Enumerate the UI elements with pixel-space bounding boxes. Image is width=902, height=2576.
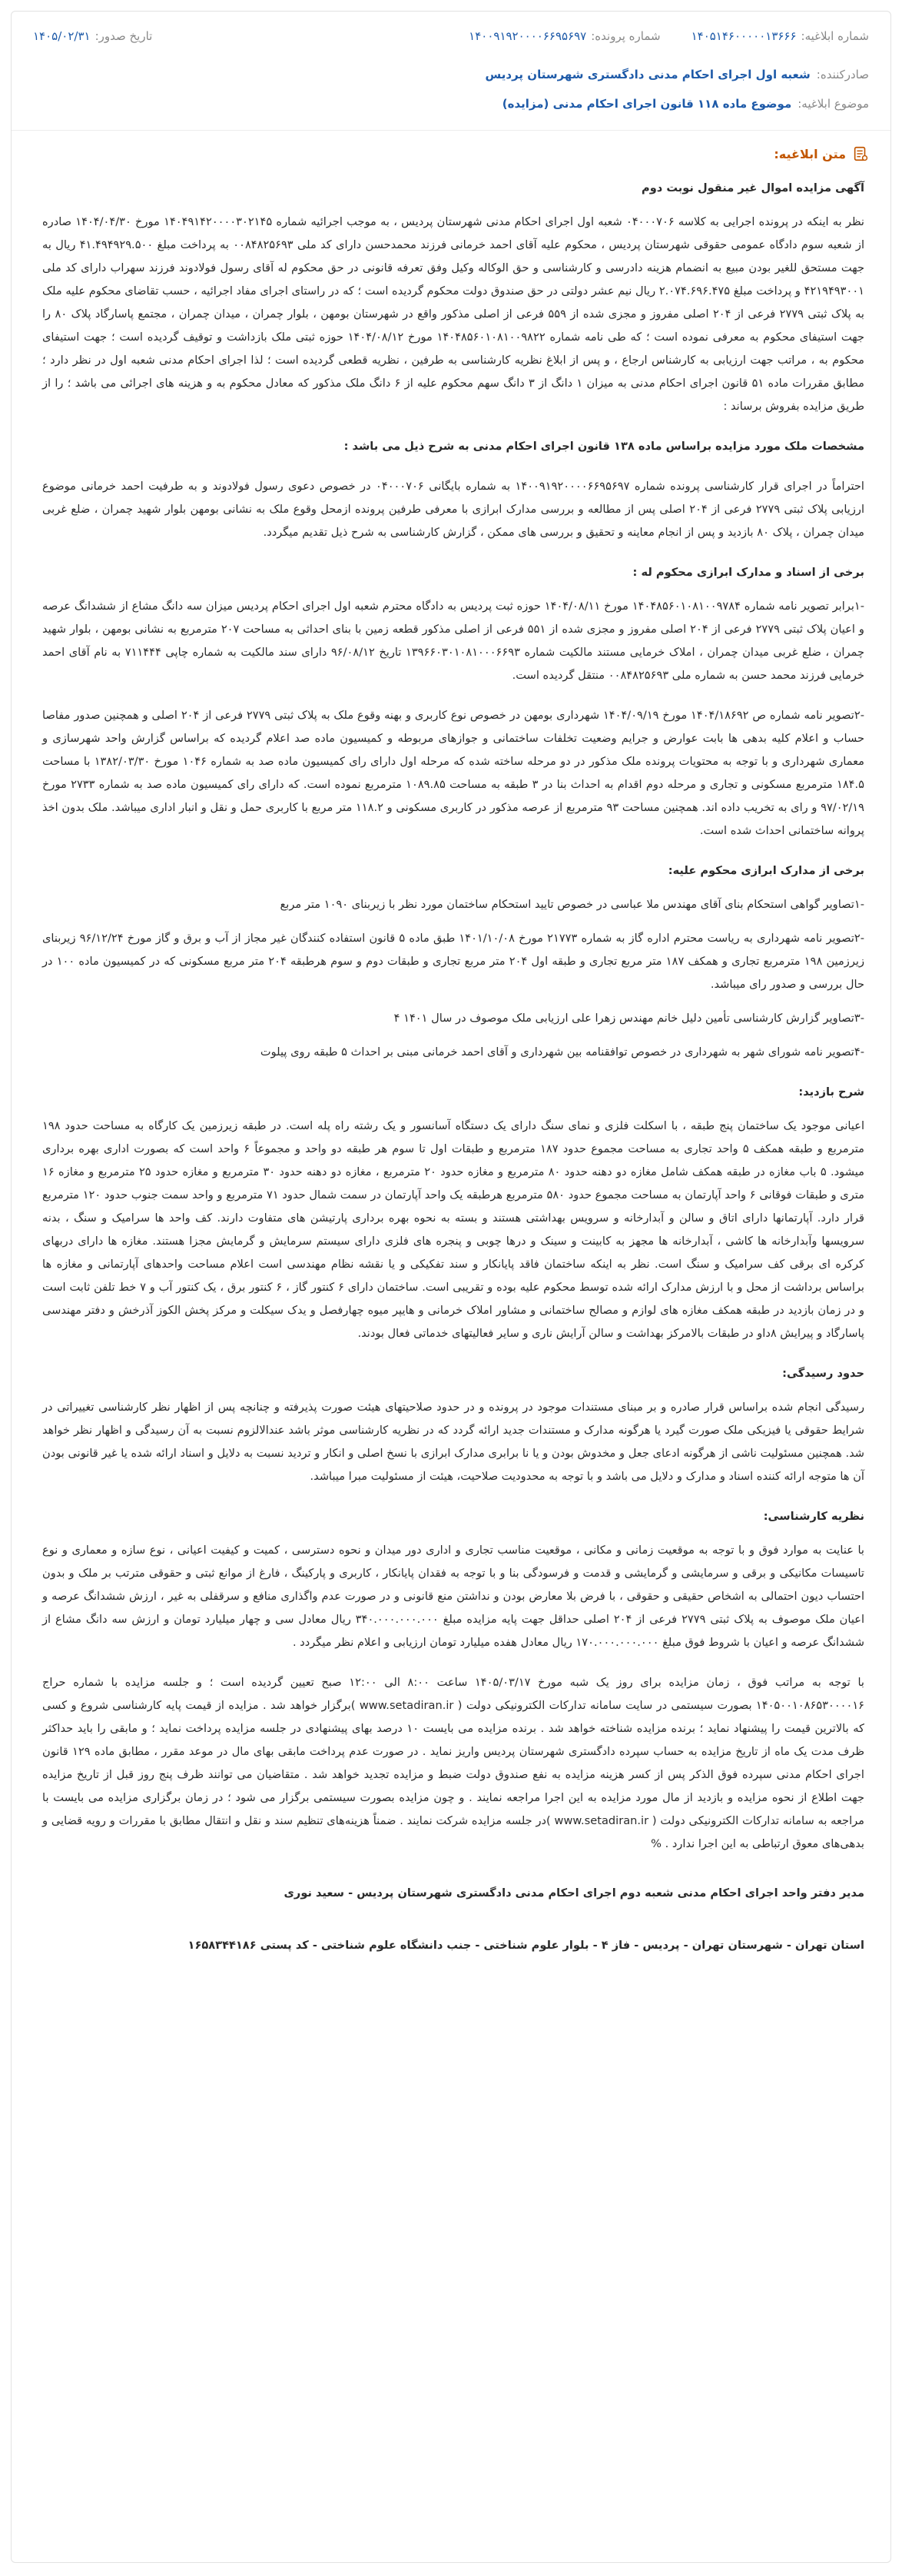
issuer-value: شعبه اول اجرای احکام مدنی دادگستری شهرستان پردیس bbox=[485, 68, 811, 81]
document-icon bbox=[852, 145, 869, 162]
notice-body bbox=[12, 177, 890, 1957]
notice-number-value: ۱۴۰۵۱۴۶۰۰۰۰۰۱۳۶۶۶ bbox=[691, 29, 797, 43]
signature-line: مدیر دفتر واحد اجرای احکام مدنی شعبه دوم اجرای احکام مدنی دادگستری شهرستان پردیس - سعید نوری bbox=[284, 1886, 864, 1900]
heading-claimant-docs: برخی از اسناد و مدارک ابرازی محکوم له : bbox=[632, 566, 864, 579]
address-line: استان تهران - شهرستان تهران - پردیس - فاز ۴ - بلوار علوم شناختی - جنب دانشگاه علوم شناختی - کد پستی ۱۶۵۸۳۴۴۱۸۶ bbox=[187, 1939, 864, 1952]
auction-terms-part-3: )در جلسه مزایده شرکت نمایند . ضمناً هزینه‌های تنظیم سند و نقل و انتقال مطابق با مقررات و رویه قضایی و بدهی‌های معوق ارتباطی به این اجرا ندارد . % bbox=[42, 1814, 864, 1850]
auction-terms-part-1: با توجه به مراتب فوق ، زمان مزایده برای روز یک شبه مورخ ۱۴۰۵/۰۳/۱۷ ساعت ۸:۰۰ الی ۱۲:۰۰ صبح تعیین گردیده است ؛ و جلسه مزایده با شماره حراج ۱۴۰۵۰۰۱۰۸۶۵۳۰۰۰۰۱۶ بصورت سیستمی در سایت سامانه تدارکات الکترونیکی دولت ( bbox=[42, 1676, 865, 1712]
notice-card bbox=[11, 11, 891, 2563]
meta-row-subject bbox=[33, 88, 869, 119]
paragraph-intro: نظر به اینکه در پرونده اجرایی به کلاسه ۰۴۰۰۰۷۰۶ شعبه اول اجرای احکام مدنی شهرستان پردیس ، به موجب اجرائیه شماره ۱۴۰۴۹۱۴۲۰۰۰۰۳۰۲۱۴۵ مورخ ۱۴۰۴/۰۴/۳۰ صادره از شعبه سوم دادگاه عمومی حقوقی شهرستان پردیس ، محکوم علیه آقای احمد خرمانی فرزند محمدحسن دارای کد ملی ۰۰۸۴۸۲۵۶۹۳ به پرداخت مبلغ ۴۱.۴۹۴۹۲۹.۵۰۰ ریال به جهت مستحق للغیر بودن مبیع به انضمام هزینه دادرسی و کارشناسی و حق الوکاله وکیل وفق تعرفه قانونی در حق محکوم له آقای رسول فولادوند فرزند سهراب دارای کد ملی ۴۲۱۹۴۹۳۰۰۱ و پرداخت مبلغ ۲.۰۷۴.۶۹۶.۴۷۵ ریال نیم عشر دولتی در حق صندوق دولت محکوم گردیده است ؛ که در راستای اجرای مفاد اجرائیه ، حسب تقاضای محکوم علیه ملک به پلاک ثبتی ۲۷۷۹ فرعی از ۲۰۴ اصلی مفروز و مجزی شده از ۵۵۹ فرعی از اصلی مذکور واقع در شهرستان بومهن ، بلوار چمران ، میدان چمران ، مجتمع پاسارگاد پلاک ۸۰ را جهت استیفای محکوم به معرفی نموده است ؛ که طی نامه شماره ۱۴۰۴۸۵۶۰۱۰۸۱۰۰۹۸۲۲ مورخ ۱۴۰۴/۰۸/۱۲ حوزه ثبتی ملک بازداشت و توقیف گردیده است ؛ جهت استیفای محکوم به ، مراتب جهت ارزیابی به کارشناس ارجاع ، و پس از ابلاغ نظریه کارشناسی به طرفین ، نظریه قطعی گردیده است ؛ لذا اجرای احکام مدنی شعبه اول در نظر دارد ؛ مطابق مقررات ماده ۵۱ قانون اجرای احکام مدنی به میزان ۱ دانگ از ۳ دانگ سهم محکوم علیه از ۶ دانگ ملک مذکور که معادل محکوم به و هزینه های اجرائی می باشد ؛ را از طریق مزایده بفروش برساند : bbox=[42, 215, 864, 413]
issue-date-label: تاریخ صدور: bbox=[95, 29, 153, 43]
paragraph-claimant-doc-1: -۱برابر تصویر نامه شماره ۱۴۰۴۸۵۶۰۱۰۸۱۰۰۹۷۸۴ مورخ ۱۴۰۴/۰۸/۱۱ حوزه ثبت پردیس به دادگاه محترم شعبه اول اجرای احکام پردیس میزان سه دانگ مشاع از ششدانگ عرصه و اعیان پلاک ثبتی ۲۷۷۹ فرعی از ۲۰۴ اصلی مفروز و مجزی شده از ۵۵۱ فرعی از اصلی مذکور قطعه زمین با بنای احداثی به مساحت ۲۰۷ مترمربع به نشانی بومهن ، بلوار شهید چمران ، ضلع غربی میدان چمران ، املاک خرمایی مستند مالکیت شماره ۱۳۹۶۶۰۳۰۱۰۸۱۰۰۰۶۶۹۳ تاریخ ۹۶/۰۸/۱۲ دارای سند مالکیت به شماره چاپی ۷۱۱۴۴۴ به نام آقای احمد خرمایی فرزند محمد حسن به شماره ملی ۰۰۸۴۸۲۵۶۹۳ منتقل گردیده است. bbox=[42, 600, 865, 682]
meta-row-identifiers bbox=[33, 12, 869, 61]
meta-row-issuer bbox=[33, 61, 869, 88]
paragraph-claimant-doc-2: -۲تصویر نامه شماره ص ۱۴۰۴/۱۸۶۹۲ مورخ ۱۴۰۴/۰۹/۱۹ شهرداری بومهن در خصوص نوع کاربری و بهنه وقوع ملک به پلاک ثبتی ۲۷۷۹ فرعی از ۲۰۴ اصلی و همچنین صدور مفاصا حساب و اعلام کلیه بدهی ها بابت عوارض و جرایم وضعیت تخلفات ساختمانی و جوازهای مربوطه و کمیسیون ماده صد اعلام گردیده که براساس گزارش واحد شهرسازی و معماری شهرداری و با توجه به محتویات پرونده ملک مذکور در دو مرحله ساخته شده که مرحله اول دارای رای کمیسیون ماده صد به شماره ۱۰۴۶ مورخ ۱۳۸۲/۰۳/۳۰ با مساحت ۱۸۴.۵ مترمربع مسکونی و تجاری و مرحله دوم اقدام به احداث بنا در ۳ طبقه به مساحت ۱۰۸۹.۸۵ مترمربع نموده است. که دارای رای کمیسیون ماده صد به شماره ۲۷۳۳ مورخ ۹۷/۰۲/۱۹ و رای به تخریب داده اند. همچنین مساحت ۹۳ مترمربع از عرصه مذکور در کاربری مسکونی و ۱۱۸.۲ متر مربع با کاربری حمل و نقل و انبار اداری میباشد. ملک بدون اخذ پروانه ساختمانی احداث شده است. bbox=[42, 709, 865, 837]
paragraph-expert-opinion: با عنایت به موارد فوق و با توجه به موقعیت زمانی و مکانی ، موقعیت مناسب تجاری و اداری دور میدان و نحوه دسترسی ، کمیت و کیفیت اعیانی ، نوع سازه و معماری و نوع تاسیسات مکانیکی و برقی و سرمایشی و گرمایشی و قدمت و فرسودگی بنا و با توجه به فقدان پایانکار ، کاربری و پارکینگ ، فارغ از موانع ثبتی و حقوقی مترتب بر ملک و بدون احتساب دیون احتمالی به اشخاص حقیقی و حقوقی ، با فرض بلا معارض بودن و نداشتن منع قانونی و در صورت عدم واگذاری منافع و سرقفلی به غیر ، ارزش ششدانگ عرصه و اعیان ملک موصوف به پلاک ثبتی ۲۷۷۹ فرعی از ۲۰۴ اصلی حداقل جهت پایه مزایده مبلغ ۳۴۰.۰۰۰.۰۰۰.۰۰۰ ریال معادل سی و چهار میلیارد تومان و ارزش سه دانگ مشاع از ششدانگ عرصه و اعیان با شروط فوق مبلغ ۱۷۰.۰۰۰.۰۰۰.۰۰۰ ریال معادل هفده میلیارد تومان ارزیابی و اعلام نظر میگردد . bbox=[42, 1544, 865, 1649]
notice-text-heading bbox=[12, 131, 890, 177]
setadiran-link-1[interactable]: www.setadiran.ir bbox=[359, 1699, 454, 1712]
notice-number-label: شماره ابلاغیه: bbox=[801, 29, 869, 43]
paragraph-debtor-doc-4: -۴تصویر نامه شورای شهر به شهرداری در خصوص توافقنامه بین شهرداری و آقای احمد خرمانی مبنی بر احداث ۵ طبقه روی پیلوت bbox=[260, 1045, 864, 1059]
subject-value: موضوع ماده ۱۱۸ قانون اجرای احکام مدنی (مزایده) bbox=[502, 97, 792, 111]
paragraph-property-spec-heading: مشخصات ملک مورد مزایده براساس ماده ۱۳۸ قانون اجرای احکام مدنی به شرح ذیل می باشد : bbox=[343, 440, 864, 453]
notice-text-title: متن ابلاغیه: bbox=[774, 146, 846, 161]
notice-number bbox=[691, 29, 869, 43]
paragraph-inspection: اعیانی موجود یک ساختمان پنج طبقه ، با اسکلت فلزی و نمای سنگ دارای یک دستگاه آسانسور و یک رشته راه پله است. در طبقه زیرزمین یک کارگاه به مساحت حدود ۱۹۸ مترمربع و طبقه همکف ۵ واحد تجاری به مساحت مجموع حدود ۱۸۷ مترمربع و طبقات اول تا سوم هر طبقه دو واحد و مجموعاً ۶ واحد است که بصورت اداری بهره برداری میشود. ۵ باب مغازه در طبقه همکف شامل مغازه دو دهنه حدود ۸۰ مترمربع و مغازه حدود ۲۰ مترمربع ، مغازه دو دهنه حدود ۳۰ مترمربع و مغازه حدود ۲۵ مترمربع و مغازه ۱۶ متری و طبقات فوقانی ۶ واحد آپارتمان به مساحت مجموع حدود ۵۸۰ مترمربع هرطبقه یک واحد آپارتمان در سمت شمال حدود ۷۱ مترمربع و واحد سمت جنوب حدود ۱۲۰ مترمربع قرار دارد. آپارتمانها دارای اتاق و سالن و آبدارخانه و سرویس بهداشتی هستند و بسته به نحوه بهره برداری پارتیشن های متفاوت دارند. کف واحد ها سرامیک و سنگ ، بدنه سرویسها وآبدارخانه ها کاشی ، آبدارخانه ها مجهز به کابینت و سینک و درها چوبی و پنجره های فلزی دارای سیستم سرمایش و گرمایش مجزا هستند. مغازه ها دارای دربهای کرکره ای برقی کف سرامیک و سنگ است. نظر به اینکه ساختمان فاقد پایانکار و سند تفکیکی و یا نقشه نظام مهندسی است اعلام مساحت واحدهای آپارتمانی و مغازه ها براساس برداشت از محل و با ارزش مدارک ارائه شده توسط محکوم علیه بوده و تقریبی است. ساختمان دارای ۶ کنتور گاز ، ۶ کنتور برق ، یک کنتور آب و ۷ خط تلفن ثابت است و در زمان بازدید در طبقه همکف مغازه های لوازم و مصالح ساختمانی و مشاور املاک خرمانی و هایپر میوه چهارفصل و یدک سیکلت و مرکز پخش الکوز آذرخش و دفتر مهندسی پاسارگاد و پیرایش ۸داو در طبقات بالامرکز بهداشت و سالن آرایش ناری و سایر فعالیتهای خدماتی فعال بودند. bbox=[42, 1119, 864, 1340]
paragraph-scope: رسیدگی انجام شده براساس قرار صادره و بر مبنای مستندات موجود در پرونده و در حدود صلاحیتهای هیئت صورت پذیرفته و چنانچه پس از اظهار نظر کارشناسی تغییراتی در شرایط حقوقی یا فیزیکی ملک صورت گیرد یا هرگونه مدارک و مستندات جدید ارائه گردد که در نظریه کارشناسی موثر باشد عندالالزوم نسبت به آن رسیدگی و اظهار نظر خواهد شد. همچنین مسئولیت ناشی از هرگونه ادعای جعل و مخدوش بودن و یا نا برابری مدارک ابرازی با نسخ اصلی و انکار و تردید نسبت به دلایل و اسناد ارائه شده یا غیر قانونی بودن آن ها متوجه ارائه کننده اسناد و مدارک و دلایل می باشد و با توجه به محدودیت صلاحیت، هیئت از مسئولیت مبرا میباشد. bbox=[42, 1401, 864, 1483]
auction-title: آگهی مزایده اموال غیر منقول نوبت دوم bbox=[642, 181, 864, 194]
paragraph-expert-order: احتراماً در اجرای قرار کارشناسی پرونده شماره ۱۴۰۰۹۱۹۲۰۰۰۰۶۶۹۵۶۹۷ به شماره بایگانی ۰۴۰۰۰۷۰۶ در خصوص دعوی رسول فولادوند و به طرفیت احمد خرمانی موضوع ارزیابی پلاک ثبتی ۲۷۷۹ فرعی از ۲۰۴ اصلی پس از مطالعه و بررسی مدارک ابرازی با معرفی طرفین پرونده ازمحل وقوع ملک به نشانی بومهن بلوار شهید چمران ، ضلع غربی میدان چمران ، پلاک ۸۰ بازدید و پس از انجام معاینه و تحقیق و بررسی های ممکن ، گزارش کارشناسی به شرح ذیل تقدیم میگردد. bbox=[42, 480, 865, 539]
heading-debtor-docs: برخی از مدارک ابرازی محکوم علیه: bbox=[668, 864, 864, 877]
heading-scope: حدود رسیدگی: bbox=[782, 1367, 864, 1380]
paragraph-debtor-doc-3: -۳تصاویر گزارش کارشناسی تأمین دلیل خانم مهندس زهرا علی ارزیابی ملک موصوف در سال ۱۴۰۱ ۴ bbox=[393, 1012, 864, 1025]
issue-date-value: ۱۴۰۵/۰۲/۳۱ bbox=[33, 29, 91, 43]
case-number bbox=[469, 29, 660, 43]
heading-expert-opinion: نظریه کارشناسی: bbox=[763, 1510, 864, 1523]
subject-label: موضوع ابلاغیه: bbox=[798, 97, 869, 111]
heading-inspection: شرح بازدید: bbox=[798, 1085, 864, 1099]
issuer-label: صادرکننده: bbox=[816, 68, 869, 81]
auction-terms-part-2: )برگزار خواهد شد . مزایده از قیمت پایه کارشناسی شروع و کسی که بالاترین قیمت را پیشنهاد نماید ؛ برنده مزایده شناخته خواهد شد . برنده مزایده می بایست ۱۰ درصد بهای پیشنهادی در جلسه مزایده پرداخت نماید ؛ و مابقی را باید حداکثر ظرف مدت یک ماه از تاریخ مزایده به حساب سپرده دادگستری شهرستان پردیس واریز نماید . در صورت عدم پرداخت مابقی بهای مال در موعد مقرر ، مطابق ماده ۱۲۹ قانون اجرای احکام مدنی سپرده فوق الذکر پس از کسر هزینه مزایده به نفع صندوق دولت ضبط و مزایده تجدید خواهد شد . متقاضیان می توانند ظرف پنج روز قبل از تاریخ مزایده جهت اطلاع از نحوه مزایده و بازدید از مال مورد مزایده به این اجرا مراجعه نمایند . و چون مزایده بصورت سیستمی برگزار می شود ؛ در زمان برگزاری مزایده می بایست با مراجعه به سامانه تدارکات الکترونیکی دولت ( bbox=[42, 1699, 865, 1827]
paragraph-debtor-doc-2: -۲تصویر نامه شهرداری به ریاست محترم اداره گاز به شماره ۲۱۷۷۳ مورخ ۱۴۰۱/۱۰/۰۸ طبق ماده ۵ قانون استفاده کنندگان غیر مجاز از آب و برق و گاز مورخ ۹۶/۱۲/۲۴ زیربنای زیرزمین ۱۹۸ مترمربع تجاری و همکف ۱۸۷ متر مربع تجاری و طبقه اول ۲۰۴ متر مربع تجاری و طبقات دوم و سوم هرطبقه ۲۰۴ متر مربع مسکونی که در کمیسیون ماده ۱۰۰ در حال بررسی و صدور رای میباشد. bbox=[42, 932, 865, 991]
case-number-value: ۱۴۰۰۹۱۹۲۰۰۰۰۶۶۹۵۶۹۷ bbox=[469, 29, 587, 43]
setadiran-link-2[interactable]: www.setadiran.ir bbox=[554, 1814, 649, 1827]
notice-meta bbox=[12, 12, 890, 119]
paragraph-debtor-doc-1: -۱تصاویر گواهی استحکام بنای آقای مهندس ملا عباسی در خصوص تایید استحکام ساختمان مورد نظر با زیربنای ۱۰۹۰ متر مربع bbox=[280, 898, 864, 911]
case-number-label: شماره پرونده: bbox=[591, 29, 661, 43]
issue-date bbox=[33, 29, 152, 43]
paragraph-auction-terms bbox=[42, 1671, 864, 1856]
